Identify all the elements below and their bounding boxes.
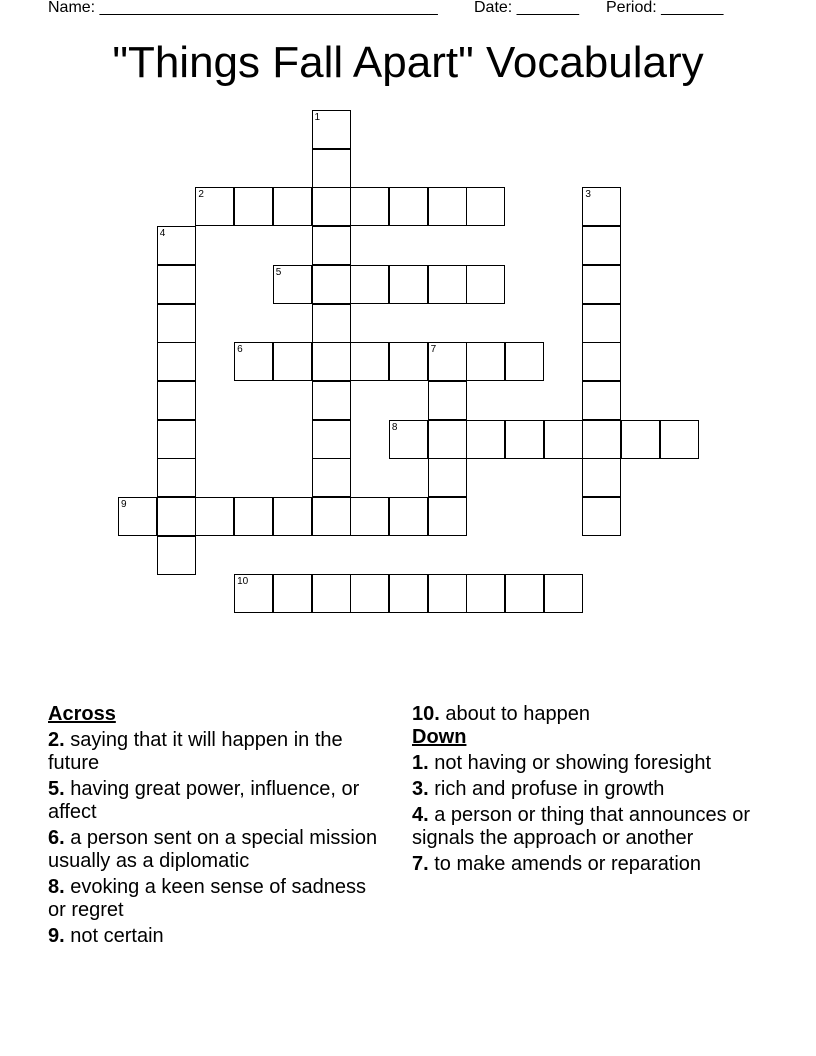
grid-cell[interactable] [312,342,351,381]
grid-cell[interactable] [389,187,428,226]
period-field-label: Period: _______ [606,0,724,16]
clues-column-right [412,703,752,876]
grid-cell[interactable] [582,226,621,265]
clue-number: 8. [48,876,65,898]
clue-text: a person or thing that announces or signals the approach or another [412,804,751,849]
cell-number: 8 [391,421,398,433]
grid-cell[interactable] [273,187,312,226]
grid-cell[interactable] [544,574,583,613]
grid-cell[interactable] [157,536,196,575]
clue-text: not having or showing foresight [434,752,712,774]
grid-cell[interactable] [273,265,312,304]
grid-cell[interactable] [273,574,312,613]
grid-cell[interactable] [157,458,196,497]
grid-cell[interactable] [389,497,428,536]
clue-text: having great power, influence, or affect [48,778,360,823]
grid-cell[interactable] [582,381,621,420]
clue-down-7 [412,853,752,876]
clue-text: to make amends or reparation [434,853,702,875]
grid-cell[interactable] [621,420,660,459]
grid-cell[interactable] [389,420,428,459]
grid-cell[interactable] [234,497,273,536]
clue-text: saying that it will happen in the future [48,729,343,774]
grid-cell[interactable] [312,381,351,420]
grid-cell[interactable] [505,574,544,613]
grid-cell[interactable] [428,574,467,613]
grid-cell[interactable] [428,381,467,420]
grid-cell[interactable] [234,574,273,613]
across-heading: Across [48,703,116,725]
grid-cell[interactable] [157,381,196,420]
cell-number: 5 [275,266,282,278]
grid-cell[interactable] [312,187,351,226]
clue-number: 2. [48,729,65,751]
grid-cell[interactable] [157,304,196,343]
grid-cell[interactable] [157,265,196,304]
cell-number: 7 [430,344,437,356]
clue-number: 5. [48,778,65,800]
grid-cell[interactable] [428,265,467,304]
grid-cell[interactable] [312,458,351,497]
grid-cell[interactable] [312,420,351,459]
clue-number: 1. [412,752,429,774]
grid-cell[interactable] [582,458,621,497]
grid-cell[interactable] [466,265,505,304]
grid-cell[interactable] [234,342,273,381]
clue-across-5 [48,778,388,824]
grid-cell[interactable] [466,342,505,381]
cell-number: 6 [237,344,243,356]
clue-text: a person sent on a special mission usually as a diplomatic [48,827,378,872]
cell-number: 9 [121,499,127,510]
grid-cell[interactable] [195,497,234,536]
grid-cell[interactable] [312,149,351,188]
grid-cell[interactable] [350,265,389,304]
grid-cell[interactable] [582,420,621,459]
grid-cell[interactable] [428,342,467,381]
clue-across-10 [412,703,752,726]
grid-cell[interactable] [466,574,505,613]
grid-cell[interactable] [312,110,351,149]
grid-cell[interactable] [505,342,544,381]
grid-cell[interactable] [312,304,351,343]
grid-cell[interactable] [350,342,389,381]
grid-cell[interactable] [544,420,583,459]
cell-number: 4 [159,228,166,240]
grid-cell[interactable] [582,304,621,343]
clue-text: evoking a keen sense of sadness or regret [48,876,367,921]
grid-cell[interactable] [582,497,621,536]
grid-cell[interactable] [428,458,467,497]
cell-number: 3 [585,189,591,201]
grid-cell[interactable] [389,265,428,304]
cell-number: 10 [237,576,249,588]
grid-cell[interactable] [389,574,428,613]
grid-cell[interactable] [505,420,544,459]
grid-cell[interactable] [582,265,621,304]
down-heading: Down [412,726,467,748]
clues-column-left [48,703,388,948]
grid-cell[interactable] [466,420,505,459]
clue-text: about to happen [445,703,590,725]
grid-cell[interactable] [428,497,467,536]
name-field-label: Name: ______________________________________ [48,0,438,16]
grid-cell[interactable] [312,574,351,613]
grid-cell[interactable] [389,342,428,381]
clue-number: 10. [412,703,440,725]
clue-number: 3. [412,778,429,800]
grid-cell[interactable] [118,497,157,536]
grid-cell[interactable] [234,187,273,226]
grid-cell[interactable] [273,342,312,381]
grid-cell[interactable] [157,342,196,381]
clue-number: 4. [412,804,429,826]
grid-cell[interactable] [582,187,621,226]
clue-across-2 [48,729,388,775]
clue-across-9 [48,925,388,948]
grid-cell[interactable] [157,497,196,536]
grid-cell[interactable] [350,497,389,536]
date-field-label: Date: _______ [474,0,579,16]
grid-cell[interactable] [350,574,389,613]
grid-cell[interactable] [350,187,389,226]
grid-cell[interactable] [660,420,699,459]
page-title: "Things Fall Apart" Vocabulary [112,38,704,87]
grid-cell[interactable] [157,226,196,265]
grid-cell[interactable] [312,265,351,304]
grid-cell[interactable] [428,187,467,226]
grid-cell[interactable] [582,342,621,381]
clue-text: not certain [70,925,164,947]
grid-cell[interactable] [273,497,312,536]
cell-number: 1 [314,112,321,123]
grid-cell[interactable] [195,187,234,226]
clue-across-6 [48,827,388,873]
clue-text: rich and profuse in growth [434,778,665,800]
clue-number: 7. [412,853,429,875]
clue-number: 9. [48,925,65,947]
clue-down-1 [412,752,752,775]
grid-cell[interactable] [466,187,505,226]
grid-cell[interactable] [157,420,196,459]
clue-down-4 [412,804,752,850]
grid-cell[interactable] [428,420,467,459]
clue-across-8 [48,876,388,922]
clue-down-3 [412,778,752,801]
grid-cell[interactable] [312,226,351,265]
clue-number: 6. [48,827,65,849]
cell-number: 2 [198,189,204,201]
grid-cell[interactable] [312,497,351,536]
